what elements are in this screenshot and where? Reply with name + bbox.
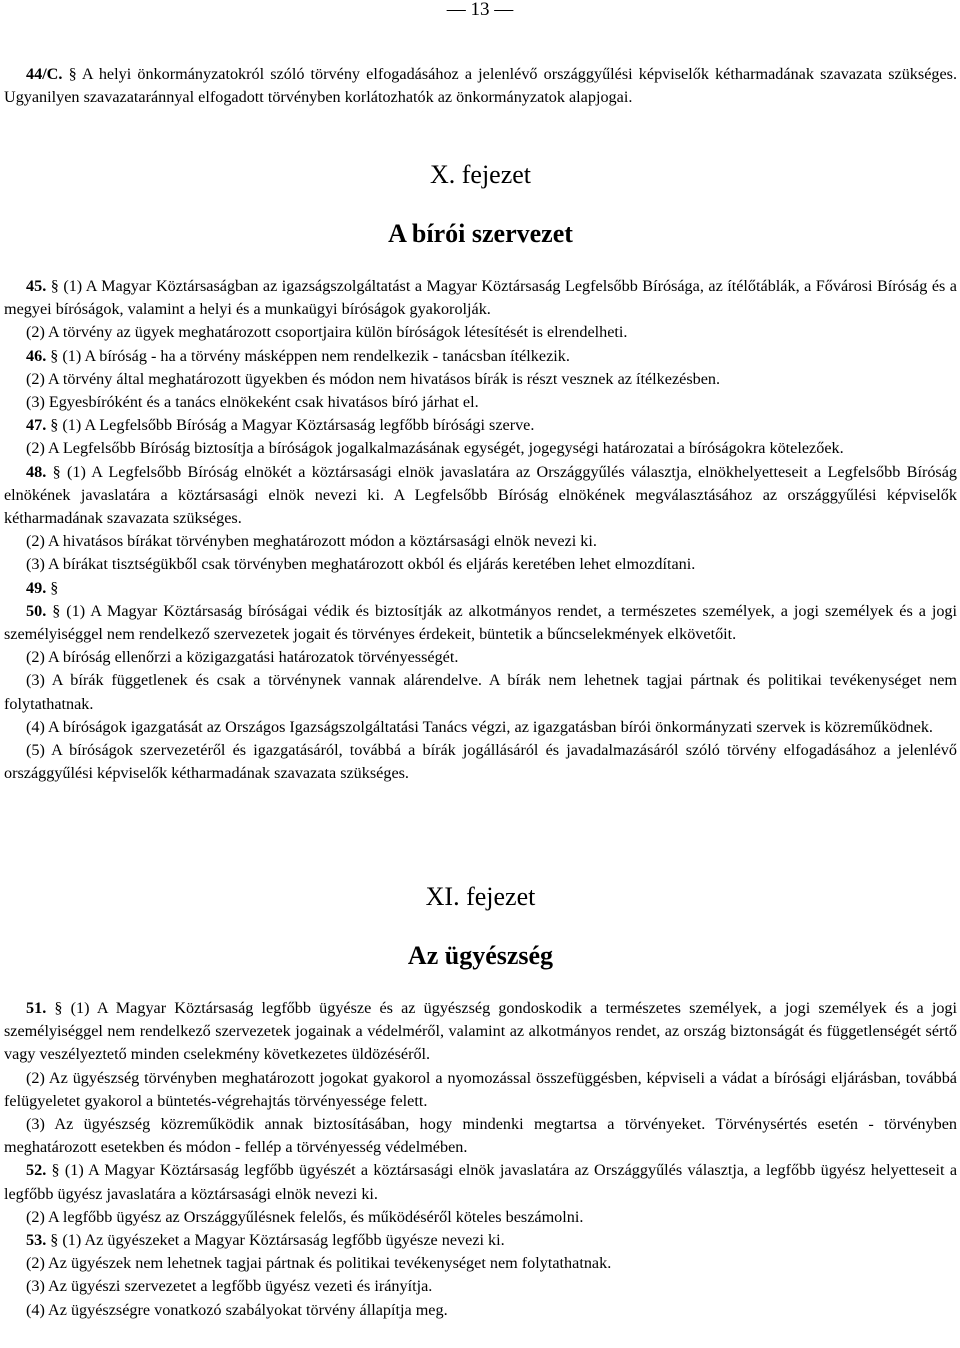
section-sign-icon: § <box>50 578 59 597</box>
paragraph: (2) A hivatásos bírákat törvényben meghatározott módon a köztársasági elnök nevezi ki. <box>26 532 597 551</box>
chapter-title: X. fejezet <box>429 160 532 189</box>
page-number <box>0 0 960 20</box>
section-sign-icon: § <box>50 346 59 365</box>
paragraph: (2) A törvény az ügyek meghatározott csoportjaira külön bíróságok létesítését is elrendelheti. <box>26 323 628 342</box>
paragraph: (3) Az ügyészi szervezetet a legfőbb ügyész vezeti és irányítja. <box>26 1277 433 1296</box>
chapter-title: XI. fejezet <box>425 882 536 911</box>
paragraph: 44/C. § A helyi önkormányzatokról szóló törvény elfogadásához a jelenlévő országgyűlési képviselők kétharmadának szavazata szükséges. Ugyanilyen szavazataránnyal elfogadott törvényben korlátozhatók az önkormányzatok alapjogai. <box>4 65 957 107</box>
section-sign-icon: § <box>68 65 77 83</box>
paragraph: 48. § (1) A Legfelsőbb Bíróság elnökét a köztársasági elnök javaslatára az Országgyűlés választja, elnökhelyetteseit a Legfelsőbb Bíróság elnökének javaslatára a köztársasági elnök nevezi ki. A Legfelsőbb Bíróság elnökének megválasztásához az országgyűlési képviselők kétharmadának szavazata szükséges. <box>4 462 958 528</box>
paragraph: (5) A bíróságok szervezetéről és igazgatásáról, továbbá a bírák jogállásáról és javadalmazásáról szóló törvény elfogadásához a jelenlévő országgyűlési képviselők kétharmadának szavazata szükséges. <box>4 741 957 783</box>
section-sign-icon: § <box>50 277 59 295</box>
paragraph: 49. § <box>26 578 59 597</box>
paragraph: (4) Az ügyészségre vonatkozó szabályokat törvény állapítja meg. <box>26 1300 448 1319</box>
section-number: 44/C. <box>26 65 63 83</box>
dash-right: — <box>494 0 514 20</box>
paragraph: (2) Az ügyészség törvényben meghatározott jogokat gyakorol a nyomozással összefüggésben, képviseli a vádat a bírósági eljárásban, továbbá felügyeletet gyakorol a büntetés-végrehajtás törvényessége felett. <box>4 1068 957 1110</box>
section-sign-icon: § <box>50 416 59 435</box>
paragraph: (4) A bíróságok igazgatását az Országos Igazságszolgáltatási Tanács végzi, az igazgatásban bírói önkormányzati szervek is közreműködnek. <box>26 717 933 736</box>
paragraph: (3) A bírák függetlenek és csak a törvénynek vannak alárendelve. A bírák nem lehetnek tagjai pártnak és politikai tevékenységet nem folytathatnak. <box>4 671 957 713</box>
paragraph: (2) A legfőbb ügyész az Országgyűlésnek felelős, és működéséről köteles beszámolni. <box>26 1207 584 1226</box>
section-sign-icon: § <box>54 999 63 1017</box>
section-sign-icon: § <box>51 1161 60 1180</box>
page-number-value: 13 <box>470 0 490 20</box>
section-sign-icon: § <box>50 1231 59 1250</box>
paragraph: 51. § (1) A Magyar Köztársaság legfőbb ügyésze és az ügyészség gondoskodik a természetes személyek, a jogi személyek és a jogi személyiséggel nem rendelkező szervezetek jogainak a védelméről, valamint az alkotmányos rendet, az ország biztonságát és függetlenségét sértő vagy veszélyeztető minden cselekmény következetes üldözéséről. <box>4 999 958 1064</box>
chapter-subtitle: A bírói szervezet <box>388 219 573 248</box>
paragraph: (3) Egyesbíróként és a tanács elnökeként csak hivatásos bíró járhat el. <box>26 393 479 412</box>
paragraph: 47. § (1) A Legfelsőbb Bíróság a Magyar Köztársaság legfőbb bírósági szerve. <box>26 416 535 435</box>
paragraph: 46. § (1) A bíróság - ha a törvény másképpen nem rendelkezik - tanácsban ítélkezik. <box>26 346 570 365</box>
paragraph: (3) A bírákat tisztségükből csak törvényben meghatározott okból és eljárás keretében lehet elmozdítani. <box>26 555 696 574</box>
paragraph: (2) A Legfelsőbb Bíróság biztosítja a bíróságok jogalkalmazásának egységét, jogegységi határozatai a bíróságokra kötelezőek. <box>26 439 844 458</box>
sections-45-50 <box>4 275 957 785</box>
section-sign-icon: § <box>52 462 61 481</box>
paragraph: (2) A bíróság ellenőrzi a közigazgatási határozatok törvényességét. <box>26 648 459 667</box>
chapter-subtitle: Az ügyészség <box>407 941 554 970</box>
paragraph: 45. § (1) A Magyar Köztársaságban az igazságszolgáltatást a Magyar Köztársaság Legfelsőbb Bírósága, az ítélőtáblák, a Fővárosi Bíróság és a megyei bíróságok, valamint a helyi és a munkaügyi bíróságok gyakorolják. <box>4 277 957 319</box>
chapter-11-subtitle <box>4 941 957 971</box>
paragraph: (3) Az ügyészség közreműködik annak biztosításában, hogy mindenki megtartsa a törvényeket. Törvénysértés esetén - törvényben meghatározott esetekben és módon - fellép a törvényesség védelmében. <box>4 1115 957 1157</box>
paragraph: 53. § (1) Az ügyészeket a Magyar Köztársaság legfőbb ügyésze nevezi ki. <box>26 1231 505 1250</box>
paragraph: 50. § (1) A Magyar Köztársaság bíróságai védik és biztosítják az alkotmányos rendet, a természetes személyek, a jogi személyek és a jogi személyiséggel nem rendelkező szervezetek jogait és törvényes érdekeit, büntetik a bűncselekmények elkövetőit. <box>4 601 958 644</box>
chapter-11-heading <box>4 882 957 912</box>
paragraph: (2) Az ügyészek nem lehetnek tagjai pártnak és politikai tevékenységet nem folytathatnak. <box>26 1254 612 1273</box>
chapter-10-subtitle <box>4 219 957 249</box>
section-sign-icon: § <box>52 601 61 620</box>
chapter-10-heading <box>4 160 957 190</box>
paragraph: 52. § (1) A Magyar Köztársaság legfőbb ügyészét a köztársasági elnök javaslatára az Országgyűlés választja, a legfőbb ügyész helyetteseit a legfőbb ügyész javaslatára a köztársasági elnök nevezi ki. <box>4 1161 958 1203</box>
dash-left: — <box>446 0 466 20</box>
paragraph: (2) A törvény által meghatározott ügyekben és módon nem hivatásos bírák is részt vesznek az ítélkezésben. <box>26 369 721 388</box>
section-44c <box>4 63 957 109</box>
sections-51-53 <box>4 997 957 1322</box>
